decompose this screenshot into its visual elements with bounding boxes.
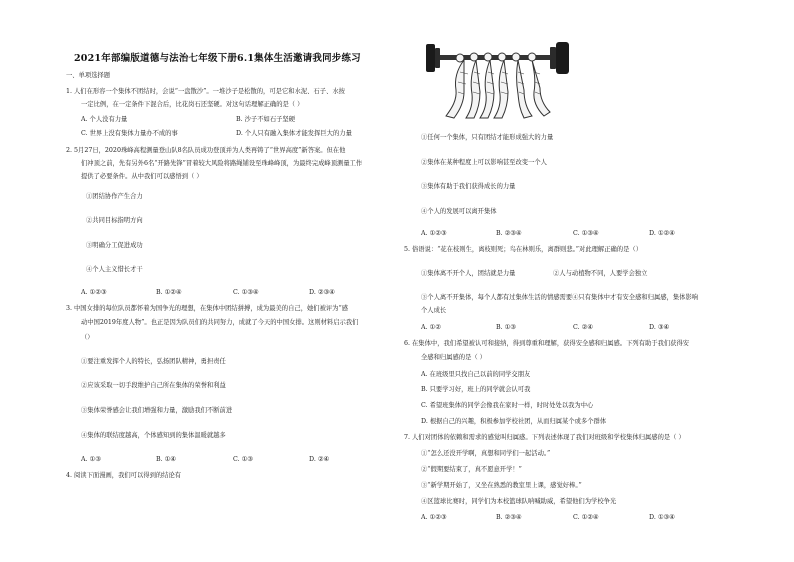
q5-statement-1: ①集体离不开个人，团结就是力量: [421, 270, 516, 277]
q5-option-a: A. ①②: [421, 324, 441, 331]
barbell-teamwork-illustration: [424, 38, 574, 122]
q3-statement-2: ②应该采取一切手段维护自己所在集体的荣誉和利益: [81, 382, 226, 389]
q7-statement-1: ①“怎么还没开学啊，真想和同学们一起活动。”: [421, 450, 551, 457]
left-weight-plate-inner: [435, 48, 440, 68]
q7-statement-4: ④区篮球比赛时，同学们为本校篮球队呐喊助威，希望他们为学校争光: [421, 498, 617, 505]
q4-line1: 4. 阅读下面漫画，我们可以得到的结论有: [66, 472, 182, 479]
right-weight-plate-inner: [550, 47, 556, 69]
q2-line2: 们冲顶之前，先有另外6名“开路先锋”冒着较大风险将路绳铺设至珠峰峰顶，为最终完成峰顶测量工作: [81, 160, 363, 167]
q3-line1: 3. 中国女排的每位队员都怀着为国争光的理想，在集体中团结拼搏，成为最美的自己，她们被评为“感: [66, 305, 348, 312]
q4-option-b: B. ②③④: [496, 230, 522, 237]
q4-statement-3: ③集体有助于我们获得成长的力量: [421, 183, 516, 190]
q5-option-d: D. ③④: [649, 324, 670, 331]
q2-line3: 提供了必要条件。从中我们可以感悟到（ ）: [81, 173, 203, 180]
q2-statement-4: ④个人主义惜长才干: [86, 266, 143, 273]
q7-option-a: A. ①②③: [421, 514, 447, 521]
q3-option-a: A. ①③: [81, 456, 101, 463]
q6-option-d: D. 根据自己的兴趣，积极参加学校社团，从而归属某个或多个群体: [421, 418, 607, 425]
q3-statement-4: ④集体的联结度越高，个体感知到的集体温暖就越多: [81, 432, 226, 439]
people-group: [446, 53, 550, 118]
right-weight-plate: [556, 42, 569, 74]
q5-option-b: B. ①③: [496, 324, 516, 331]
q1-option-b: B. 沙子不如石子坚硬: [236, 116, 296, 123]
q2-option-d: D. ②③④: [309, 289, 335, 296]
q6-option-b: B. 只要学习好，班上的同学就会认可我: [421, 386, 531, 393]
q7-statement-2: ②“假期要结束了，真不愿意开学！”: [421, 466, 522, 473]
q4-option-a: A. ①②③: [421, 230, 447, 237]
q4-option-d: D. ①②④: [649, 230, 675, 237]
q2-option-c: C. ①③④: [233, 289, 259, 296]
q4-statement-1: ①任何一个集体，只有团结才能形成强大的力量: [421, 134, 554, 141]
q4-statement-2: ②集体在某种程度上可以影响甚至改变一个人: [421, 159, 547, 166]
q6-option-c: C. 希望班集体的同学会像我在家时一样，时时处处以我为中心: [421, 402, 594, 409]
q7-option-b: B. ②③④: [496, 514, 522, 521]
q7-line1: 7. 人们对团体的依赖和需求的感觉叫归属感。下列表述体现了我们对班级和学校集体归属感的是（ ）: [404, 434, 685, 441]
q6-option-a: A. 在班级里只找自己以前的同学交朋友: [421, 371, 531, 378]
q3-option-d: D. ②④: [309, 456, 330, 463]
q2-statement-3: ③明确分工促进成功: [86, 242, 143, 249]
q3-option-c: C. ①③: [233, 456, 253, 463]
q4-option-c: C. ①③④: [573, 230, 599, 237]
q6-line1: 6. 在集体中，我们希望被认可和接纳，得到尊重和理解，获得安全感和归属感。下列有助于我们获得安: [404, 340, 690, 347]
q6-line2: 全感和归属感的是（ ）: [421, 354, 486, 361]
q2-option-b: B. ①②④: [156, 289, 182, 296]
q5-statement-3: ③个人离不开集体，每个人都有过集体生活的情感需要④只有集体中才有安全感和归属感，集体影响: [421, 294, 699, 301]
q1-line1: 1. 人们在形容一个集体不团结时，会说“一盘散沙”。一堆沙子是松散的，可是它和水泥、石子、水按: [66, 88, 345, 95]
q5-line1: 5. 俗语说：“花在枝则生，离枝则死；鸟在林则乐，离群则悲。”对此理解正确的是（）: [404, 246, 642, 253]
q2-line1: 2. 5月27日，2020珠峰高程测量登山队8名队员成功登顶并为人类再铸了“世界高度”新答案。但在他: [66, 147, 346, 154]
q3-line2: 动中国2019年度人物”。也正是因为队员们的共同努力，成就了今天的中国女排。这则材料启示我们: [81, 319, 359, 326]
q1-line2: 一定比例，在一定条件下混合后，比花岗石还坚硬。对这句话理解正确的是（ ）: [81, 101, 304, 108]
q3-option-b: B. ①④: [156, 456, 176, 463]
q7-option-c: C. ①②④: [573, 514, 599, 521]
q4-statement-4: ④个人的发展可以离开集体: [421, 208, 497, 215]
q3-line3: （）: [81, 334, 94, 341]
section-heading: 一、单项选择题: [66, 72, 111, 79]
q2-statement-2: ②共同目标指明方向: [86, 217, 143, 224]
q1-option-d: D. 个人只有融入集体才能发挥巨大的力量: [236, 130, 352, 137]
q2-option-a: A. ①②③: [81, 289, 107, 296]
left-weight-plate: [426, 44, 435, 72]
q5-statement-3-cont: 个人成长: [421, 307, 447, 314]
q3-statement-1: ①要注重发挥个人的特长，弘扬团队精神，勇担责任: [81, 358, 226, 365]
page-title: 2021年部编版道德与法治七年级下册6.1集体生活邀请我同步练习: [74, 53, 361, 64]
q7-statement-3: ③“新学期开始了，又坐在熟悉的教室里上课，感觉好棒。”: [421, 482, 582, 489]
q5-option-c: C. ②④: [573, 324, 593, 331]
q1-option-c: C. 世界上没有集体力量办不成的事: [81, 130, 178, 137]
q7-option-d: D. ①③④: [649, 514, 675, 521]
q3-statement-3: ③集体荣誉感会让我们增强和力量，激励我们不断前进: [81, 407, 233, 414]
q1-option-a: A. 个人没有力量: [81, 116, 128, 123]
q5-statement-2: ②人与动植物不同，人要学会独立: [553, 270, 648, 277]
q2-statement-1: ①团结协作产生合力: [86, 193, 143, 200]
